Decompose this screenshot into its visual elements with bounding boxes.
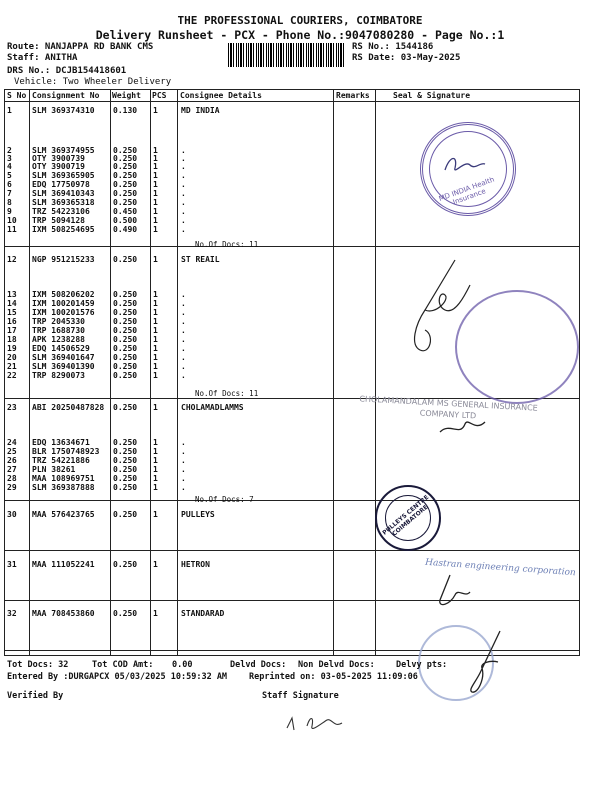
row-sno: 32	[7, 609, 17, 618]
row-details: MD INDIA	[181, 106, 220, 115]
runsheet-subtitle: Delivery Runsheet - PCX - Phone No.:9047080280 - Page No.:1	[95, 28, 505, 42]
row-details: .	[181, 344, 186, 353]
col-pcs: PCS	[152, 91, 167, 100]
table-row	[5, 609, 579, 619]
row-consignment: TRP 1688730	[32, 326, 85, 335]
row-details: STANDARAD	[181, 609, 225, 618]
row-weight: 0.250	[113, 189, 138, 198]
row-consignment: IXM 100201576	[32, 308, 95, 317]
group-doc-count: No.Of Docs: 7	[195, 495, 254, 504]
staff-signature-label: Staff Signature	[262, 691, 339, 701]
staff-signature	[282, 708, 352, 738]
row-sno: 13	[7, 290, 17, 299]
row-weight: 0.500	[113, 216, 138, 225]
row-sno: 6	[7, 180, 12, 189]
row-pcs: 1	[153, 560, 158, 569]
row-details: ST REAIL	[181, 255, 220, 264]
row-weight: 0.250	[113, 154, 138, 163]
row-divider	[5, 600, 579, 601]
row-pcs: 1	[153, 510, 158, 519]
row-sno: 24	[7, 438, 17, 447]
row-weight: 0.250	[113, 438, 138, 447]
signature-1	[440, 150, 490, 180]
row-consignment: TRZ 54223106	[32, 207, 90, 216]
row-consignment: APK 1238288	[32, 335, 85, 344]
col-details: Consignee Details	[180, 91, 262, 100]
row-sno: 27	[7, 465, 17, 474]
row-pcs: 1	[153, 344, 158, 353]
total-cod-value: 0.00	[172, 660, 193, 670]
row-sno: 23	[7, 403, 17, 412]
barcode	[228, 43, 346, 67]
row-consignment: SLM 369410343	[32, 189, 95, 198]
signature-2	[395, 255, 475, 365]
row-sno: 26	[7, 456, 17, 465]
company-title: THE PROFESSIONAL COURIERS, COIMBATORE	[177, 14, 423, 27]
row-consignment: MAA 576423765	[32, 510, 95, 519]
cholamandalam-stamp-text: CHOLAMANDALAM MS GENERAL INSURANCE COMPANY LTD	[359, 394, 538, 421]
row-pcs: 1	[153, 609, 158, 618]
row-pcs: 1	[153, 403, 158, 412]
row-consignment: EDQ 14506529	[32, 344, 90, 353]
group-doc-count: No.Of Docs: 11	[195, 240, 259, 249]
row-consignment: TRP 2045330	[32, 317, 85, 326]
row-consignment: BLR 1750748923	[32, 447, 100, 456]
row-sno: 15	[7, 308, 17, 317]
row-weight: 0.450	[113, 207, 138, 216]
row-weight: 0.250	[113, 198, 138, 207]
row-pcs: 1	[153, 225, 158, 234]
row-consignment: NGP 951215233	[32, 255, 95, 264]
row-consignment: SLM 369374310	[32, 106, 95, 115]
row-consignment: IXM 508206202	[32, 290, 95, 299]
row-consignment: OTY 3900719	[32, 162, 85, 171]
delivered-docs: Delvd Docs:	[230, 660, 287, 670]
verified-by: Verified By	[7, 691, 64, 701]
table-row	[5, 255, 579, 265]
row-weight: 0.250	[113, 447, 138, 456]
row-divider	[5, 500, 579, 501]
row-sno: 31	[7, 560, 17, 569]
row-details: .	[181, 474, 186, 483]
md-india-stamp-text: MD INDIA Health Insurance	[437, 175, 496, 207]
row-sno: 16	[7, 317, 17, 326]
row-sno: 9	[7, 207, 12, 216]
row-sno: 1	[7, 106, 12, 115]
signature-4	[430, 570, 475, 610]
row-pcs: 1	[153, 171, 158, 180]
row-consignment: SLM 369365905	[32, 171, 95, 180]
row-pcs: 1	[153, 447, 158, 456]
row-pcs: 1	[153, 106, 158, 115]
row-pcs: 1	[153, 465, 158, 474]
row-details: .	[181, 335, 186, 344]
row-pcs: 1	[153, 438, 158, 447]
row-details: PULLEYS	[181, 510, 215, 519]
row-divider	[5, 246, 579, 247]
row-pcs: 1	[153, 216, 158, 225]
row-consignment: TRP 8290073	[32, 371, 85, 380]
row-details: .	[181, 353, 186, 362]
row-details: .	[181, 438, 186, 447]
row-divider	[5, 550, 579, 551]
row-sno: 21	[7, 362, 17, 371]
row-consignment: IXM 100201459	[32, 299, 95, 308]
row-weight: 0.250	[113, 299, 138, 308]
row-sno: 29	[7, 483, 17, 492]
row-details: .	[181, 326, 186, 335]
table-row	[5, 483, 579, 493]
row-sno: 22	[7, 371, 17, 380]
row-details: .	[181, 362, 186, 371]
row-details: .	[181, 198, 186, 207]
row-weight: 0.250	[113, 344, 138, 353]
row-pcs: 1	[153, 180, 158, 189]
col-sno: S No	[7, 91, 27, 100]
row-details: .	[181, 225, 186, 234]
rs-date: RS Date: 03-May-2025	[352, 53, 461, 63]
pulleys-stamp	[375, 485, 441, 551]
col-weight: Weight	[112, 91, 141, 100]
row-pcs: 1	[153, 317, 158, 326]
row-weight: 0.250	[113, 335, 138, 344]
row-weight: 0.250	[113, 171, 138, 180]
row-pcs: 1	[153, 290, 158, 299]
non-delivered-docs: Non Delvd Docs:	[298, 660, 375, 670]
row-weight: 0.250	[113, 474, 138, 483]
row-pcs: 1	[153, 371, 158, 380]
row-pcs: 1	[153, 189, 158, 198]
row-pcs: 1	[153, 483, 158, 492]
row-weight: 0.250	[113, 362, 138, 371]
row-weight: 0.250	[113, 483, 138, 492]
row-weight: 0.250	[113, 609, 138, 618]
row-pcs: 1	[153, 362, 158, 371]
row-pcs: 1	[153, 308, 158, 317]
row-details: .	[181, 456, 186, 465]
row-details: .	[181, 162, 186, 171]
row-weight: 0.250	[113, 510, 138, 519]
reprinted-on: Reprinted on: 03-05-2025 11:09:06	[249, 672, 418, 682]
row-weight: 0.250	[113, 560, 138, 569]
row-sno: 3	[7, 154, 12, 163]
row-weight: 0.250	[113, 371, 138, 380]
row-pcs: 1	[153, 353, 158, 362]
row-consignment: EDQ 13634671	[32, 438, 90, 447]
row-pcs: 1	[153, 198, 158, 207]
row-details: .	[181, 216, 186, 225]
row-pcs: 1	[153, 255, 158, 264]
row-consignment: TRZ 54221886	[32, 456, 90, 465]
row-consignment: PLN 38261	[32, 465, 76, 474]
row-sno: 19	[7, 344, 17, 353]
row-sno: 28	[7, 474, 17, 483]
row-details: .	[181, 447, 186, 456]
total-docs: Tot Docs: 32	[7, 660, 69, 670]
row-details: .	[181, 290, 186, 299]
row-weight: 0.250	[113, 353, 138, 362]
row-sno: 20	[7, 353, 17, 362]
row-weight: 0.250	[113, 326, 138, 335]
row-consignment: ABI 20250487828	[32, 403, 105, 412]
row-weight: 0.250	[113, 317, 138, 326]
table-row	[5, 510, 579, 520]
signature-5	[460, 628, 505, 698]
row-weight: 0.250	[113, 465, 138, 474]
row-consignment: MAA 108969751	[32, 474, 95, 483]
row-weight: 0.250	[113, 403, 138, 412]
row-sno: 14	[7, 299, 17, 308]
row-consignment: OTY 3900739	[32, 154, 85, 163]
row-sno: 5	[7, 171, 12, 180]
row-details: .	[181, 299, 186, 308]
vehicle: Vehicle: Two Wheeler Delivery	[14, 77, 172, 87]
row-sno: 8	[7, 198, 12, 207]
total-cod-label: Tot COD Amt:	[92, 660, 154, 670]
row-weight: 0.130	[113, 106, 138, 115]
table-row	[5, 225, 579, 235]
hastran-stamp: Hastran engineering corporation	[424, 557, 577, 579]
row-details: HETRON	[181, 560, 210, 569]
row-consignment: SLM 369401647	[32, 353, 95, 362]
row-weight: 0.250	[113, 308, 138, 317]
delivery-points: Delvy pts:	[396, 660, 448, 670]
row-pcs: 1	[153, 326, 158, 335]
row-pcs: 1	[153, 456, 158, 465]
row-details: .	[181, 154, 186, 163]
row-consignment: MAA 708453860	[32, 609, 95, 618]
row-details: CHOLAMADLAMMS	[181, 403, 244, 412]
entered-by: Entered By :DURGAPCX 05/03/2025 10:59:32 AM	[7, 672, 228, 682]
row-weight: 0.250	[113, 162, 138, 171]
row-details: .	[181, 207, 186, 216]
staff: Staff: ANITHA	[7, 53, 78, 63]
row-sno: 4	[7, 162, 12, 171]
row-pcs: 1	[153, 207, 158, 216]
row-details: .	[181, 171, 186, 180]
row-sno: 12	[7, 255, 17, 264]
row-details: .	[181, 189, 186, 198]
pulleys-stamp-text: PULLEYS CENTRE COIMBATORE	[381, 493, 431, 538]
drs-number: DRS No.: DCJB154418601	[7, 66, 127, 76]
col-seal: Seal & Signature	[393, 91, 471, 100]
row-details: .	[181, 317, 186, 326]
row-consignment: SLM 369374955	[32, 146, 95, 155]
row-pcs: 1	[153, 299, 158, 308]
row-consignment: SLM 369401390	[32, 362, 95, 371]
row-details: .	[181, 371, 186, 380]
row-details: .	[181, 483, 186, 492]
col-remarks: Remarks	[336, 91, 370, 100]
table-row	[5, 106, 579, 116]
row-details: .	[181, 308, 186, 317]
row-sno: 18	[7, 335, 17, 344]
row-details: .	[181, 465, 186, 474]
row-sno: 2	[7, 146, 12, 155]
row-weight: 0.250	[113, 255, 138, 264]
row-weight: 0.250	[113, 146, 138, 155]
row-weight: 0.490	[113, 225, 138, 234]
row-sno: 11	[7, 225, 17, 234]
row-sno: 10	[7, 216, 17, 225]
row-pcs: 1	[153, 154, 158, 163]
row-sno: 17	[7, 326, 17, 335]
row-weight: 0.250	[113, 456, 138, 465]
signature-3	[435, 412, 495, 442]
col-consignment: Consignment No	[32, 91, 100, 100]
rs-number: RS No.: 1544186	[352, 42, 434, 52]
row-sno: 25	[7, 447, 17, 456]
row-consignment: SLM 369387888	[32, 483, 95, 492]
row-consignment: SLM 369365318	[32, 198, 95, 207]
row-weight: 0.250	[113, 180, 138, 189]
row-pcs: 1	[153, 474, 158, 483]
row-pcs: 1	[153, 162, 158, 171]
row-details: .	[181, 146, 186, 155]
row-sno: 7	[7, 189, 12, 198]
row-consignment: MAA 111052241	[32, 560, 95, 569]
row-pcs: 1	[153, 335, 158, 344]
route: Route: NANJAPPA RD BANK CMS	[7, 42, 154, 52]
group-doc-count: No.Of Docs: 11	[195, 389, 259, 398]
row-consignment: TRP 5094128	[32, 216, 85, 225]
row-details: .	[181, 180, 186, 189]
row-pcs: 1	[153, 146, 158, 155]
row-consignment: EDQ 17750978	[32, 180, 90, 189]
row-sno: 30	[7, 510, 17, 519]
row-consignment: IXM 508254695	[32, 225, 95, 234]
row-weight: 0.250	[113, 290, 138, 299]
